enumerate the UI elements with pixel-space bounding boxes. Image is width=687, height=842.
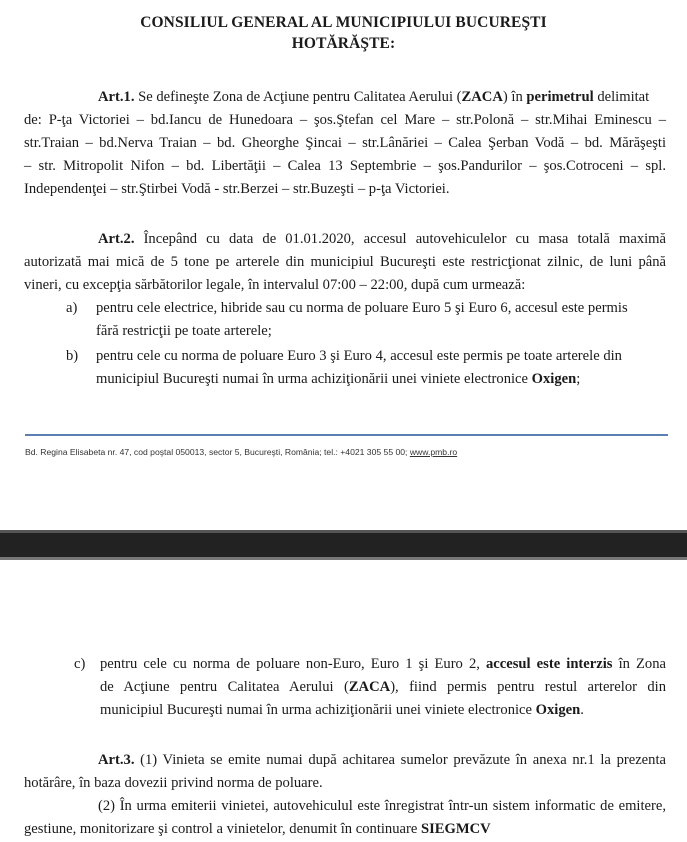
- art3-para2-line-2: gestiune, monitorizare şi control a vinietelor, denumit în continuare SIEGMCV: [24, 821, 491, 837]
- art1-line-1: Art.1. Se defineşte Zona de Acţiune pentru Calitatea Aerului (ZACA) în perimetrul delimitat: [98, 89, 650, 105]
- document-page-2: [0, 560, 687, 842]
- art3-para2-line-1: (2) În urma emiterii vinietei, autovehiculul este înregistrat într-un sistem informatic de emitere,: [98, 798, 666, 814]
- council-title: CONSILIUL GENERAL AL MUNICIPIULUI BUCUREŞTI: [140, 14, 547, 31]
- art3-label: Art.3.: [98, 752, 135, 768]
- item-a-line-1: pentru cele electrice, hibride sau cu norma de poluare Euro 5 şi Euro 6, accesul este permis: [96, 300, 628, 316]
- art2-line-3: vineri, cu excepţia sărbătorilor legale, în intervalul 07:00 – 22:00, după cum urmează:: [24, 277, 526, 293]
- item-b-line-2: municipiul Bucureşti numai în urma achiziţionării unei viniete electronice Oxigen;: [96, 371, 581, 387]
- art2-line-1: Art.2. Începând cu data de 01.01.2020, accesul autovehiculelor cu masa totală maximă: [98, 231, 666, 247]
- art2-line-2: autorizată mai mică de 5 tone pe arterele din municipiul Bucureşti este restricţionat zilnic, de luni până: [24, 254, 666, 270]
- footer-address: Bd. Regina Elisabeta nr. 47, cod poştal 050013, sector 5, Bucureşti, România; tel.: +4021 305 55 00; www.pmb.ro: [25, 447, 458, 457]
- art1-line-3: str.Traian – bd.Nerva Traian – bd. Gheorghe Şincai – str.Lânăriei – Calea Şerban Vodă – bd. Mărăşeşti: [24, 135, 666, 151]
- page-break-band: [0, 530, 687, 560]
- art3-line-1: Art.3. (1) Vinieta se emite numai după achitarea sumelor prevăzute în anexa nr.1 la prezenta: [98, 752, 666, 768]
- art3-line-2: hotărâre, în baza dovezii privind norma de poluare.: [24, 775, 323, 791]
- footer-divider: [25, 434, 668, 436]
- art1-label: Art.1.: [98, 89, 135, 105]
- art1-line-2: de: P-ţa Victoriei – bd.Iancu de Hunedoara – şos.Ştefan cel Mare – str.Polonă – str.Mihai Eminescu –: [24, 112, 666, 128]
- art2-label: Art.2.: [98, 231, 135, 247]
- footer-website-link[interactable]: www.pmb.ro: [409, 447, 458, 457]
- art1-line-5: Independenţei – str.Ştirbei Vodă - str.Berzei – str.Buzeşti – p-ţa Victoriei.: [24, 181, 450, 197]
- item-c-marker: c): [74, 656, 86, 672]
- item-c-line-1: pentru cele cu norma de poluare non-Euro, Euro 1 şi Euro 2, accesul este interzis în Zona: [100, 656, 666, 672]
- decision-heading: HOTĂRĂŞTE:: [291, 35, 396, 52]
- item-a-marker: a): [66, 300, 78, 316]
- item-b-marker: b): [66, 348, 79, 364]
- item-a-line-2: fără restricţii pe toate arterele;: [96, 323, 272, 339]
- item-b-line-1: pentru cele cu norma de poluare Euro 3 şi Euro 4, accesul este permis pe toate arterele din: [96, 348, 622, 364]
- item-c-line-3: municipiul Bucureşti numai în urma achiziţionării unei viniete electronice Oxigen.: [100, 702, 584, 718]
- art1-line-4: – str. Mitropolit Nifon – bd. Libertăţii – Calea 13 Septembrie – şos.Pandurilor – şos.Cotroceni – spl.: [24, 158, 666, 174]
- item-c-line-2: de Acţiune pentru Calitatea Aerului (ZACA), fiind permis pentru restul arterelor din: [100, 679, 667, 695]
